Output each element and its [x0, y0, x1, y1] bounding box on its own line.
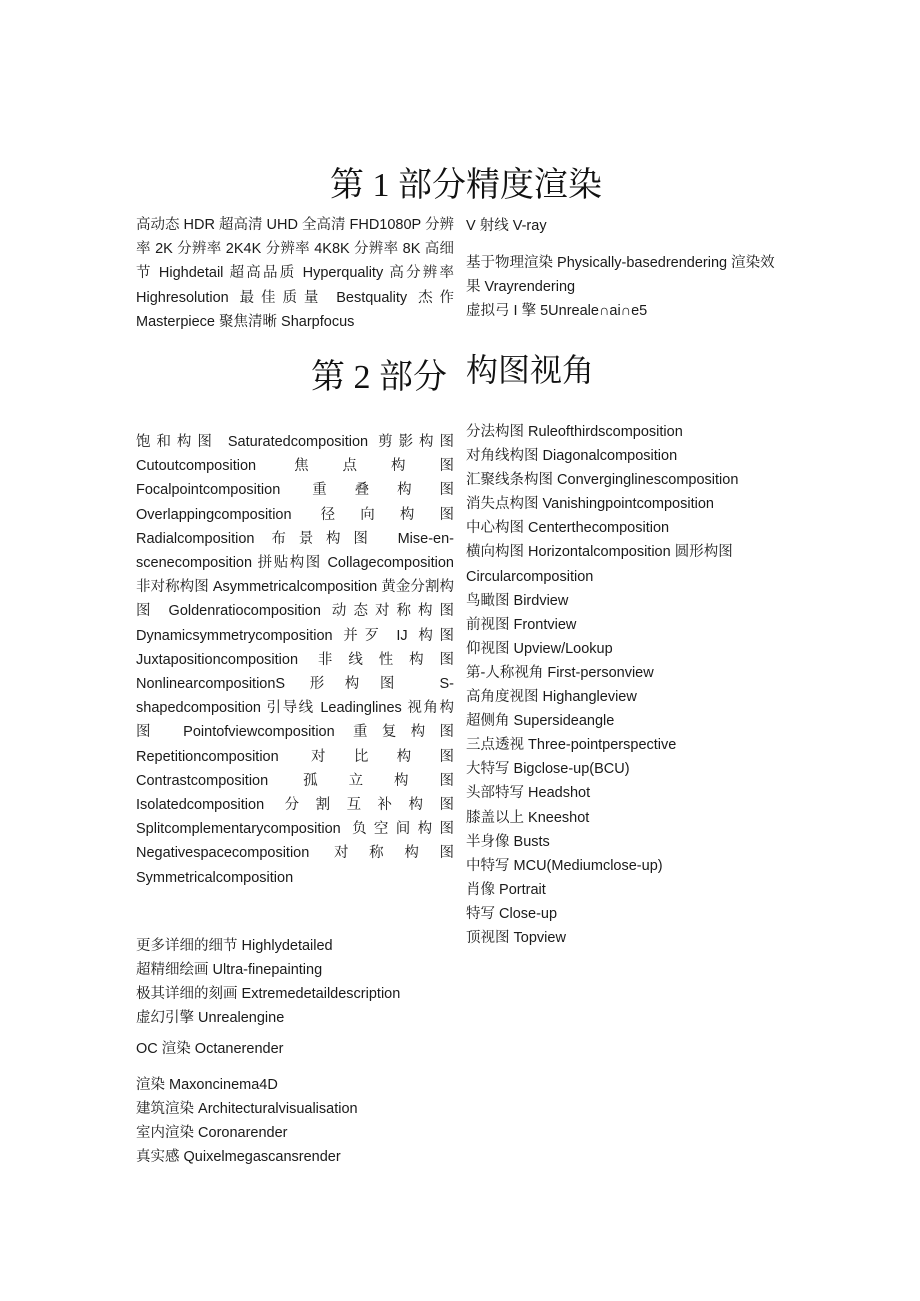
list-item: OC 渲染 Octanerender: [136, 1041, 284, 1057]
list-item: 高角度视图 Highangleview: [466, 689, 637, 706]
list-item: 消失点构图 Vanishingpointcomposition: [466, 496, 714, 513]
list-item: 虚幻引擎 Unrealengine: [136, 1010, 285, 1027]
list-item: 建筑渲染 Architecturalvisualisation: [136, 1101, 358, 1118]
section1-right-paragraph: 基于物理渲染 Physically-basedrendering 渲染效果 Vrayrendering: [466, 255, 775, 296]
list-item: 大特写 Bigclose-up(BCU): [466, 761, 630, 778]
list-item: 更多详细的细节 Highlydetailed: [136, 938, 333, 954]
list-item: 极其详细的刻画 Extremedetaildescription: [136, 986, 401, 1003]
list-item: 中特写 MCU(Mediumclose-up): [466, 857, 663, 874]
list-item: 汇聚线条构图 Converginglinescomposition: [466, 472, 739, 489]
list-item: 半身像 Busts: [466, 833, 550, 850]
list-item: 对角线构图 Diagonalcomposition: [466, 448, 678, 465]
list-item: Circularcomposition: [466, 568, 594, 585]
section1-left-text: 高动态 HDR 超高清 UHD 全高清 FHD1080P 分辨率 2K 分辨率 2K4K 分辨率 4K8K 分辨率 8K 高细节 Highdetail 超高品质 Hyperquality 高分辨率 Highresolution 最佳质量 Bestquality 杰作 Masterpiece 聚焦清晰 Sharpfocus: [136, 217, 454, 330]
list-item: 室内渲染 Coronarender: [136, 1125, 288, 1142]
list-item: 分法构图 Ruleofthirdscomposition: [466, 424, 683, 440]
section1-right-line: V 射线 V-ray: [466, 218, 547, 234]
section1-right-line: 虚拟弓 I 擎 5Unreale∩ai∩e5: [466, 303, 648, 319]
list-item: 鸟瞰图 Birdview: [466, 592, 569, 609]
list-item: 超侧角 Supersideangle: [466, 713, 615, 730]
section2-title-right: 构图视角: [466, 351, 595, 389]
list-item: 真实感 Quixelmegascansrender: [136, 1149, 341, 1166]
list-item: 前视图 Frontview: [466, 616, 577, 633]
bottom-group-1: [136, 934, 400, 1030]
section1-title: 第 1 部分精度渲染: [330, 167, 602, 204]
list-item: 头部特写 Headshot: [466, 785, 591, 802]
list-item: 三点透视 Three-pointperspective: [466, 737, 677, 754]
list-item: 横向构图 Horizontalcomposition 圆形构图: [466, 544, 733, 561]
list-item: 中心构图 Centerthecomposition: [466, 520, 670, 537]
section2-left-text: 饱和构图 Saturatedcomposition 剪影构图 Cutoutcomposition 焦点构图 Focalpointcomposition 重叠构图 Overlappingcomposition 径向构图 Radialcomposition 布景构图 Mise-en-scenecomposition 拼贴构图 Collagecomposition 非对称构图 Asymmetricalcomposition 黄金分割构图 Goldenratiocomposition 动态对称构图 Dynamicsymmetrycomposition 并歹 IJ 构图 Juxtapositioncomposition 非线性构图 NonlinearcompositionS 形构图 S-shapedcomposition 引导线 Leadinglines 视角构图 Pointofviewcomposition 重复构图 Repetitioncomposition 对比构图 Contrastcomposition 孤立构图 Isolatedcomposition 分割互补构图 Splitcomplementarycomposition 负空间构图 Negativespacecomposition 对称构图 Symmetricalcomposition: [136, 434, 454, 886]
list-item: 特写 Close-up: [466, 905, 558, 922]
list-item: 仰视图 Upview/Lookup: [466, 640, 613, 657]
bottom-octane-line: [136, 1037, 283, 1061]
list-item: 第-人称视角 First-personview: [466, 664, 654, 681]
section2-right-list: [466, 420, 738, 950]
list-item: 肖像 Portrait: [466, 881, 546, 898]
list-item: 渲染 Maxoncinema4D: [136, 1077, 278, 1093]
bottom-group-2: [136, 1073, 358, 1169]
list-item: 超精细绘画 Ultra-finepainting: [136, 962, 323, 979]
section2-title-left: 第 2 部分: [311, 359, 447, 396]
list-item: 膝盖以上 Kneeshot: [466, 809, 590, 826]
list-item: 顶视图 Topview: [466, 929, 566, 946]
